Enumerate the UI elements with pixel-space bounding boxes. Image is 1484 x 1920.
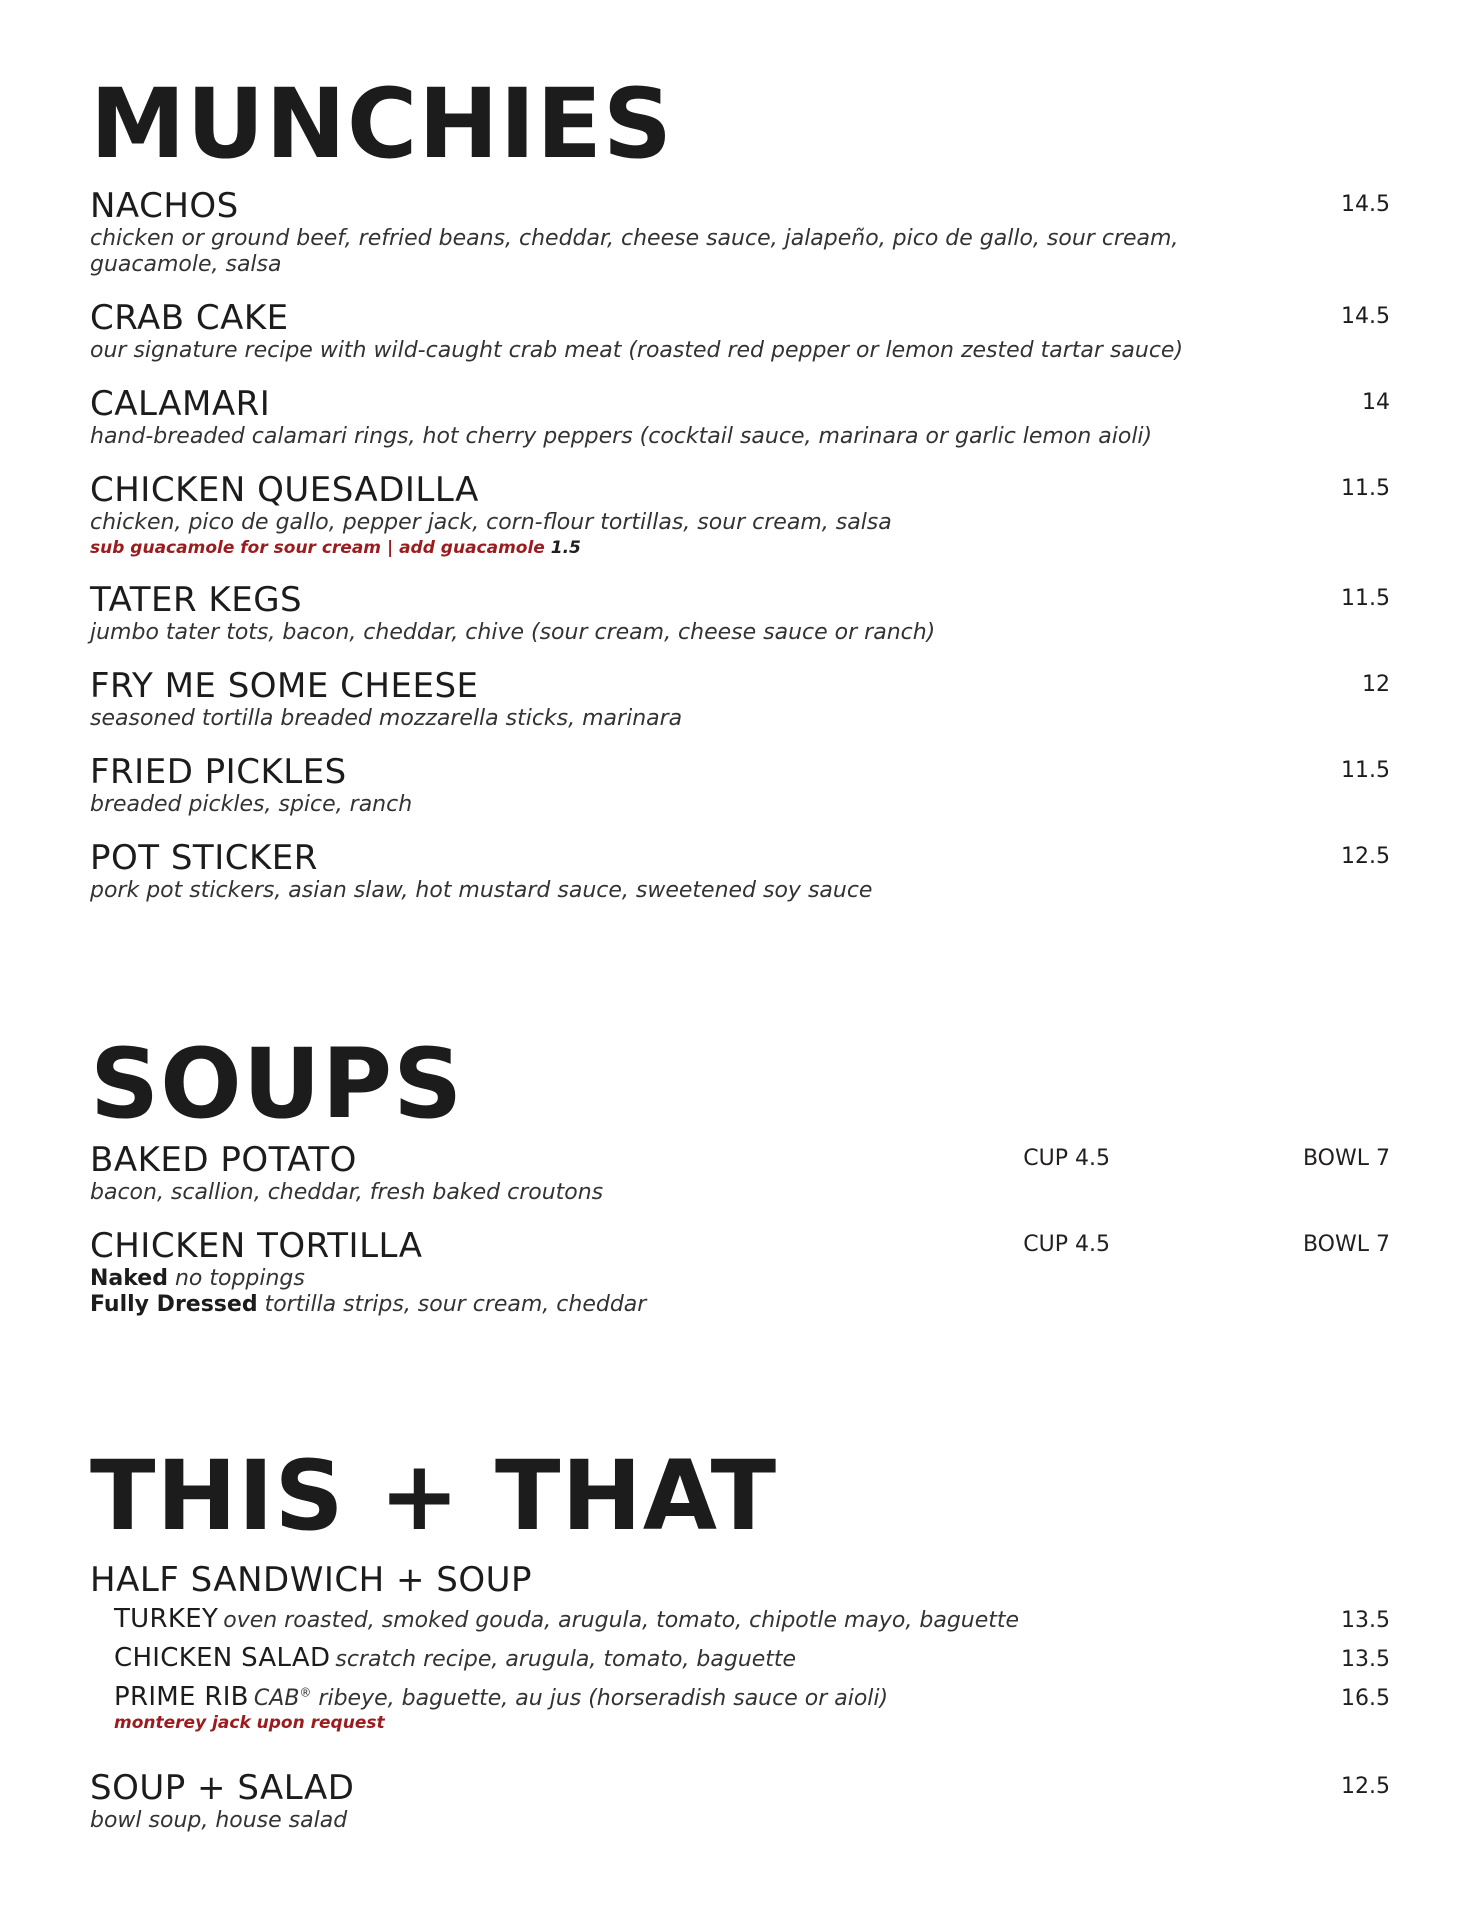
bowl-price: BOWL 7 — [1302, 1232, 1390, 1257]
item-name: CRAB CAKE — [90, 298, 289, 338]
item-description: breaded pickles, spice, ranch — [90, 792, 413, 817]
item-price: 11.5 — [1341, 586, 1390, 611]
cup-price: CUP 4.5 — [1023, 1146, 1110, 1171]
item-price: 12.5 — [1341, 844, 1390, 869]
item-price: 14.5 — [1341, 192, 1390, 217]
sub-item-price: 16.5 — [1341, 1686, 1390, 1711]
item-description: bacon, scallion, cheddar, fresh baked croutons — [90, 1180, 604, 1205]
sub-item-turkey — [114, 1604, 1390, 1634]
item-price: 11.5 — [1341, 758, 1390, 783]
menu-item-chicken-quesadilla — [90, 470, 1390, 560]
description-text: ribeye, baguette, au jus (horseradish sauce or aioli) — [318, 1686, 889, 1711]
menu-item-tater-kegs — [90, 580, 1390, 646]
sub-item-prime-rib — [114, 1682, 1390, 1734]
menu-item-pot-sticker — [90, 838, 1390, 904]
note-text: sub guacamole for sour cream | add guacamole — [90, 538, 545, 558]
registered-mark: ® — [299, 1685, 312, 1700]
item-name: TATER KEGS — [90, 580, 303, 620]
section-title-soups: SOUPS — [90, 1028, 464, 1140]
section-title-this-that: THIS + THAT — [90, 1440, 778, 1552]
menu-item-nachos — [90, 186, 1390, 278]
section-title-munchies: MUNCHIES — [90, 68, 674, 180]
option-label: Fully Dressed — [90, 1292, 258, 1317]
item-price: 12.5 — [1341, 1774, 1390, 1799]
sub-item-price: 13.5 — [1341, 1608, 1390, 1633]
item-description: seasoned tortilla breaded mozzarella sticks, marinara — [90, 706, 683, 731]
item-description: pork pot stickers, asian slaw, hot mustard sauce, sweetened soy sauce — [90, 878, 873, 903]
sub-item-note: monterey jack upon request — [114, 1713, 385, 1733]
menu-item-chicken-tortilla — [90, 1226, 1390, 1318]
item-name: SOUP + SALAD — [90, 1768, 355, 1808]
item-description: our signature recipe with wild-caught crab meat (roasted red pepper or lemon zested tartar sauce) — [90, 338, 1184, 363]
menu-item-fry-me-some-cheese — [90, 666, 1390, 732]
item-price: 11.5 — [1341, 476, 1390, 501]
sub-item-name: PRIME RIB — [114, 1682, 249, 1712]
sub-item-description — [254, 1686, 888, 1711]
sub-item-description: scratch recipe, arugula, tomato, baguette — [335, 1647, 797, 1672]
note-price: 1.5 — [550, 538, 581, 558]
item-name: POT STICKER — [90, 838, 318, 878]
item-name: NACHOS — [90, 186, 239, 226]
sub-item-price: 13.5 — [1341, 1647, 1390, 1672]
item-name: CHICKEN TORTILLA — [90, 1226, 423, 1266]
menu-item-crab-cake — [90, 298, 1390, 364]
option-label: Naked — [90, 1266, 168, 1291]
item-description: hand-breaded calamari rings, hot cherry peppers (cocktail sauce, marinara or garlic lemon aioli) — [90, 424, 1153, 449]
option-description: tortilla strips, sour cream, cheddar — [264, 1292, 647, 1317]
item-option-fully-dressed — [90, 1292, 1270, 1318]
menu-item-fried-pickles — [90, 752, 1390, 818]
item-price: 14 — [1362, 390, 1390, 415]
bowl-price: BOWL 7 — [1302, 1146, 1390, 1171]
sub-item-chicken-salad — [114, 1643, 1390, 1673]
item-name: FRY ME SOME CHEESE — [90, 666, 479, 706]
item-description: bowl soup, house salad — [90, 1808, 348, 1833]
item-name: CALAMARI — [90, 384, 271, 424]
item-name: CHICKEN QUESADILLA — [90, 470, 479, 510]
menu-item-calamari — [90, 384, 1390, 450]
option-description: no toppings — [174, 1266, 305, 1291]
item-name: HALF SANDWICH + SOUP — [90, 1560, 533, 1600]
sub-item-description: oven roasted, smoked gouda, arugula, tomato, chipotle mayo, baguette — [223, 1608, 1020, 1633]
item-name: BAKED POTATO — [90, 1140, 357, 1180]
sub-item-name: CHICKEN SALAD — [114, 1643, 331, 1673]
item-name: FRIED PICKLES — [90, 752, 347, 792]
menu-item-soup-salad — [90, 1768, 1390, 1834]
item-description: chicken or ground beef, refried beans, cheddar, cheese sauce, jalapeño, pico de gallo, sour cream, guacamole, salsa — [90, 226, 1179, 277]
item-price: 12 — [1362, 672, 1390, 697]
cab-mark: CAB — [253, 1686, 300, 1711]
item-description: chicken, pico de gallo, pepper jack, corn-flour tortillas, sour cream, salsa — [90, 510, 892, 535]
cup-price: CUP 4.5 — [1023, 1232, 1110, 1257]
sub-item-name: TURKEY — [114, 1604, 219, 1634]
item-option-naked — [90, 1266, 1270, 1292]
half-sandwich-heading — [90, 1560, 1390, 1600]
item-price: 14.5 — [1341, 304, 1390, 329]
item-note — [90, 536, 1390, 560]
menu-item-baked-potato — [90, 1140, 1390, 1206]
item-description: jumbo tater tots, bacon, cheddar, chive (sour cream, cheese sauce or ranch) — [90, 620, 936, 645]
